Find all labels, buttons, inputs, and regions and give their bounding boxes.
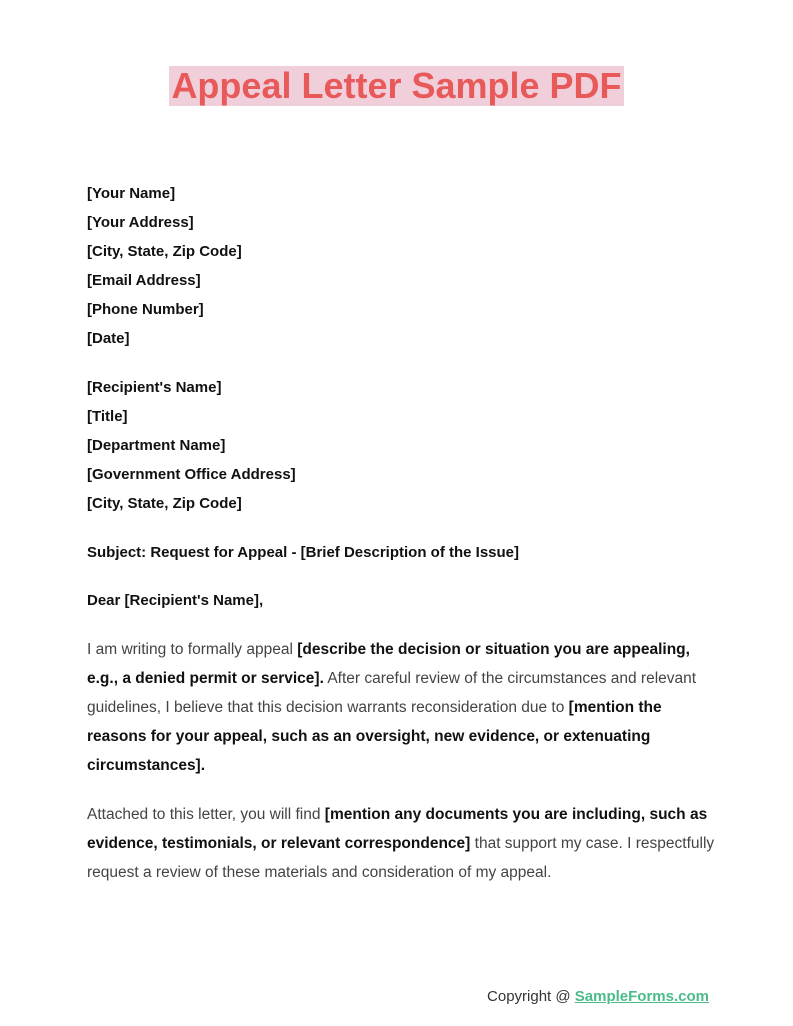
sampleforms-link[interactable]: SampleForms.com	[574, 988, 709, 1005]
sender-email: [Email Address]	[87, 272, 201, 289]
recipient-office-address: [Government Office Address]	[87, 466, 296, 483]
salutation-block	[87, 586, 717, 615]
p1-text-2: After careful review of the circumstances and relevant guidelines, I believe that this decision warrants reconsideration due to	[87, 670, 697, 716]
p2-text-1: Attached to this letter, you will find	[87, 806, 325, 823]
recipient-department: [Department Name]	[87, 437, 226, 454]
salutation: Dear [Recipient's Name],	[87, 592, 264, 609]
p1-bold-2: [mention the reasons for your appeal, such as an oversight, new evidence, or extenuating circumstances].	[87, 699, 662, 774]
recipient-block	[87, 373, 717, 518]
page-title: Appeal Letter Sample PDF	[171, 65, 622, 106]
copyright-prefix: Copyright @	[487, 988, 575, 1005]
p1-text-1: I am writing to formally appeal	[87, 641, 298, 658]
p2-bold-1: [mention any documents you are including, such as evidence, testimonials, or relevant correspondence]	[87, 806, 708, 852]
recipient-name: [Recipient's Name]	[87, 379, 222, 396]
sender-city: [City, State, Zip Code]	[87, 243, 242, 260]
p1-bold-1: [describe the decision or situation you are appealing, e.g., a denied permit or service].	[87, 641, 690, 687]
sender-block	[87, 179, 717, 353]
sender-phone: [Phone Number]	[87, 301, 204, 318]
copyright-footer	[487, 988, 709, 1005]
p2-text-2: that support my case. I respectfully request a review of these materials and consideration of my appeal.	[87, 835, 715, 881]
subject-block	[87, 538, 717, 567]
sender-name: [Your Name]	[87, 185, 176, 202]
sender-date: [Date]	[87, 330, 130, 347]
sender-address: [Your Address]	[87, 214, 194, 231]
subject-line: Subject: Request for Appeal - [Brief Description of the Issue]	[87, 544, 519, 561]
paragraph-2	[87, 800, 717, 887]
paragraph-1	[87, 635, 717, 780]
recipient-title: [Title]	[87, 408, 128, 425]
title-wrap	[0, 66, 793, 106]
recipient-city: [City, State, Zip Code]	[87, 495, 242, 512]
